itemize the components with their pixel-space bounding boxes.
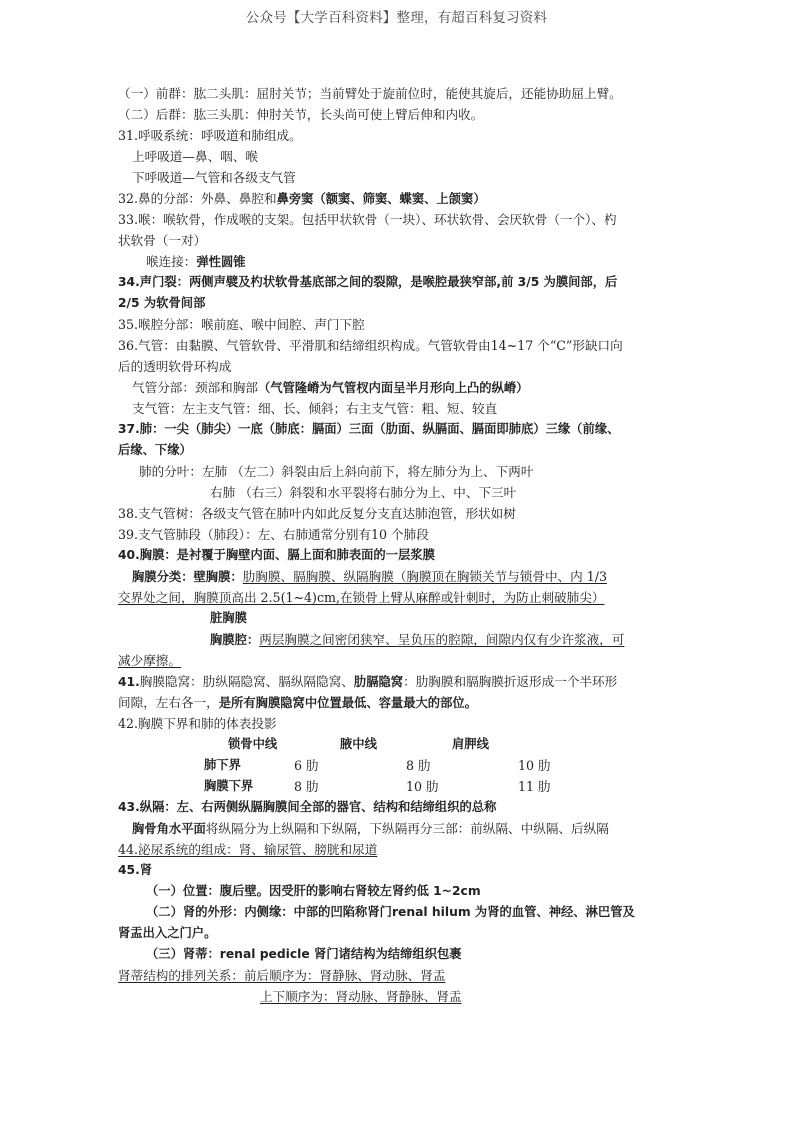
table-row-label: 胸膜下界 (204, 779, 254, 793)
bold-text: （气管隆嵴为气管杈内面呈半月形向上凸的纵嵴） (257, 381, 529, 395)
text-line: 36.气管：由黏膜、气管软骨、平滑肌和结缔组织构成。气管软骨由14~17 个“C”形缺口向 (118, 338, 623, 353)
bold-text: 胸膜分类：壁胸膜： (132, 570, 243, 584)
page-header: 公众号【大学百科资料】整理，有超百科复习资料 (245, 10, 548, 26)
bold-line: （二）肾的外形：内侧缘：中部的凹陷称肾门renal hilum 为肾的血管、神经、淋巴管及 (146, 905, 635, 919)
text-line: 38.支气管树：各级支气管在肺叶内如此反复分支直达肺泡管，形状如树 (118, 506, 516, 521)
bold-text: 弹性圆锥 (196, 255, 246, 269)
text-span: 胸膜隐窝：肋纵隔隐窝、膈纵隔隐窝、 (139, 674, 354, 689)
text-line (118, 188, 683, 209)
text-line: 下呼吸道—气管和各级支气管 (132, 170, 296, 185)
text-line (118, 692, 683, 713)
underlined-text: 上下顺序为：肾动脉、肾静脉、肾盂 (260, 989, 462, 1004)
text-span: ：肋胸膜和膈胸膜折返形成一个半环形 (403, 674, 618, 689)
text-line: 肺的分叶：左肺 （左二）斜裂由后上斜向前下，将左肺分为上、下两叶 (139, 464, 534, 479)
text-line (118, 986, 683, 1007)
text-line (118, 965, 683, 986)
table-row (118, 755, 683, 776)
text-line: 右肺 （右三）斜裂和水平裂将右肺分为上、中、下三叶 (210, 485, 517, 500)
projection-table-header (118, 734, 683, 755)
underlined-text: 44.泌尿系统的组成：肾、输尿管、膀胱和尿道 (118, 842, 378, 857)
bold-text: 鼻旁窦（额窦、筛窦、蝶窦、上颌窦） (276, 192, 486, 206)
text-line: 支气管：左主支气管：细、长、倾斜；右主支气管：粗、短、较直 (132, 401, 498, 416)
text-span: 将纵隔分为上纵隔和下纵隔，下纵隔再分三部：前纵隔、中纵隔、后纵隔 (205, 821, 609, 836)
table-cell: 6 肋 (294, 758, 319, 773)
underlined-text: 两层胸膜之间密闭狭窄、呈负压的腔隙，间隙内仅有少许浆液，可 (259, 632, 625, 647)
table-header-cell: 锁骨中线 (228, 737, 278, 751)
text-line (118, 587, 683, 608)
bold-text: 是所有胸膜隐窝中位置最低、容量最大的部位。 (218, 696, 477, 710)
text-line (118, 839, 683, 860)
table-cell: 11 肋 (518, 779, 551, 794)
text-line: （二）后群：肱三头肌：伸肘关节，长头尚可使上臂后伸和内收。 (118, 107, 484, 122)
text-line (118, 650, 683, 671)
text-line (118, 251, 683, 272)
table-header-cell: 肩胛线 (452, 737, 489, 751)
text-span: 喉连接： (146, 254, 197, 269)
text-line (118, 377, 683, 398)
text-line: 上呼吸道—鼻、咽、喉 (132, 149, 258, 164)
text-span: 间隙，左右各一， (118, 695, 219, 710)
text-line (118, 818, 683, 839)
underlined-text: 交界处之间，胸膜顶高出 2.5(1~4)cm,在锁骨上臂从麻醉或针刺时，为防止刺破肺尖） (118, 590, 605, 605)
text-line: 状软骨（一对） (118, 233, 207, 248)
bold-line: 40.胸膜：是衬覆于胸壁内面、膈上面和肺表面的一层浆膜 (118, 548, 435, 562)
text-line: 42.胸膜下界和肺的体表投影 (118, 716, 277, 731)
bold-line: 脏胸膜 (210, 611, 247, 625)
text-line (118, 566, 683, 587)
table-row-label: 肺下界 (204, 758, 241, 772)
text-line (118, 629, 683, 650)
bold-line: 43.纵隔：左、右两侧纵膈胸膜间全部的器官、结构和结缔组织的总称 (118, 800, 497, 814)
bold-text: 胸膜腔： (210, 633, 260, 647)
table-cell: 8 肋 (294, 779, 319, 794)
text-span: 32.鼻的分部：外鼻、鼻腔和 (118, 191, 277, 206)
bold-line: 37.肺：一尖（肺尖）一底（肺底：膈面）三面（肋面、纵膈面、膈面即肺底）三缘（前缘、 (118, 422, 620, 436)
bold-line: 肾盂出入之门户。 (118, 926, 217, 940)
text-span: 气管分部：颈部和胸部 (132, 380, 258, 395)
text-line (118, 671, 683, 692)
table-cell: 10 肋 (518, 758, 551, 773)
bold-text: 肋膈隐窝 (353, 675, 404, 689)
bold-line: （三）肾蒂：renal pedicle 肾门诸结构为结缔组织包裹 (146, 947, 462, 961)
bold-line: （一）位置：腹后壁。因受肝的影响右肾较左肾约低 1~2cm (146, 884, 481, 898)
table-cell: 8 肋 (406, 758, 431, 773)
text-line: （一）前群：肱二头肌：屈肘关节；当前臂处于旋前位时，能使其旋后，还能协助屈上臂。 (118, 86, 622, 101)
bold-text: 41. (118, 675, 140, 689)
table-cell: 10 肋 (406, 779, 439, 794)
bold-text: 胸骨角水平面 (132, 822, 206, 836)
text-line: 39.支气管肺段（肺段）：左、右肺通常分别有10 个肺段 (118, 527, 429, 542)
document-body (118, 83, 683, 1007)
text-line: 后的透明软骨环构成 (118, 359, 232, 374)
text-line: 33.喉：喉软骨，作成喉的支架。包括甲状软骨（一块）、环状软骨、会厌软骨（一个）、杓 (118, 212, 617, 227)
bold-line: 2/5 为软骨间部 (118, 296, 206, 310)
underlined-text: 减少摩擦。 (118, 653, 181, 668)
underlined-text: 肋胸膜、膈胸膜、纵隔胸膜（胸膜顶在胸锁关节与锁骨中、内 1/3 (242, 569, 607, 584)
table-header-cell: 腋中线 (340, 737, 377, 751)
text-line: 31.呼吸系统：呼吸道和肺组成。 (118, 128, 302, 143)
text-line: 35.喉腔分部：喉前庭、喉中间腔、声门下腔 (118, 317, 365, 332)
bold-line: 45.肾 (118, 863, 153, 877)
table-row (118, 776, 683, 797)
bold-line: 34.声门裂：两侧声襞及杓状软骨基底部之间的裂隙，是喉腔最狭窄部,前 3/5 为膜间部，后 (118, 275, 618, 289)
underlined-text: 肾蒂结构的排列关系：前后顺序为：肾静脉、肾动脉、肾盂 (118, 968, 446, 983)
bold-line: 后缘、下缘） (118, 443, 192, 457)
